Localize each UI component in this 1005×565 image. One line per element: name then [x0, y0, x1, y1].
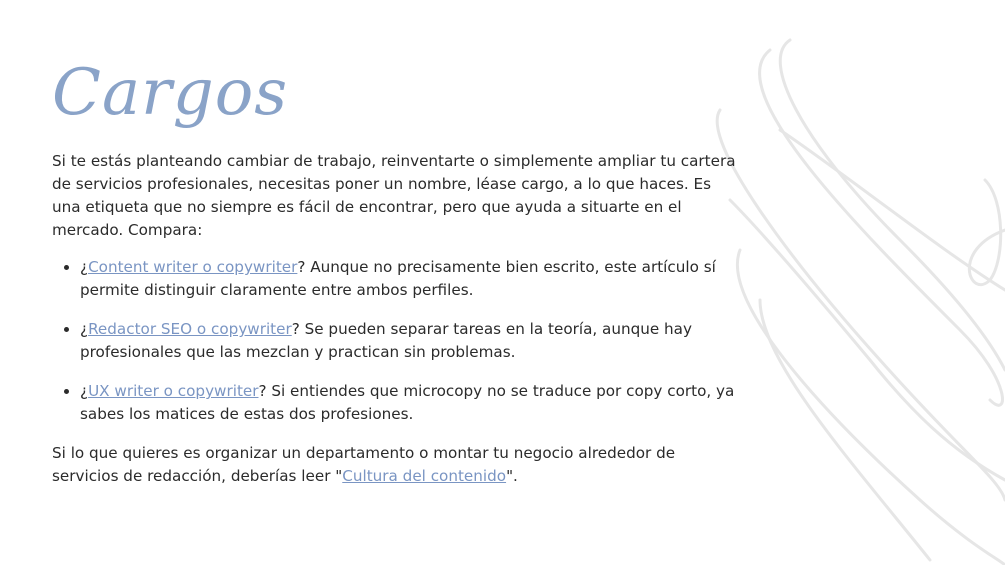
- link-cultura-contenido[interactable]: Cultura del contenido: [342, 467, 507, 485]
- item-prefix: ¿: [80, 320, 89, 338]
- item-prefix: ¿: [80, 382, 89, 400]
- closing-paragraph: [52, 442, 742, 488]
- closing-text-after: ".: [506, 467, 518, 485]
- link-redactor-seo[interactable]: Redactor SEO o copywriter: [88, 320, 292, 338]
- item-text: ? Si entiendes que microcopy no se traduce por copy corto, ya sabes los matices de estas dos profesiones.: [80, 382, 735, 423]
- page-title: Cargos: [52, 56, 289, 130]
- comparison-list: [52, 256, 742, 426]
- item-text: ? Aunque no precisamente bien escrito, este artículo sí permite distinguir claramente entre ambos perfiles.: [80, 258, 716, 299]
- link-content-writer[interactable]: Content writer o copywriter: [88, 258, 298, 276]
- item-text: ? Se pueden separar tareas en la teoría, aunque hay profesionales que las mezclan y practican sin problemas.: [80, 320, 692, 361]
- link-ux-writer[interactable]: UX writer o copywriter: [88, 382, 259, 400]
- title-block: [52, 48, 742, 150]
- item-prefix: ¿: [80, 258, 89, 276]
- list-item: [80, 380, 742, 426]
- closing-text-before: Si lo que quieres es organizar un departamento o montar tu negocio alrededor de servicios de redacción, deberías leer ": [52, 444, 676, 485]
- article-content: [52, 48, 742, 488]
- list-item: [80, 318, 742, 364]
- list-item: [80, 256, 742, 302]
- intro-paragraph: Si te estás planteando cambiar de trabajo, reinventarte o simplemente ampliar tu cartera de servicios profesionales, necesitas poner un nombre, léase cargo, a lo que haces. Es una etiqueta que no siempre es fácil de encontrar, pero que ayuda a situarte en el mercado. Compara:: [52, 152, 736, 239]
